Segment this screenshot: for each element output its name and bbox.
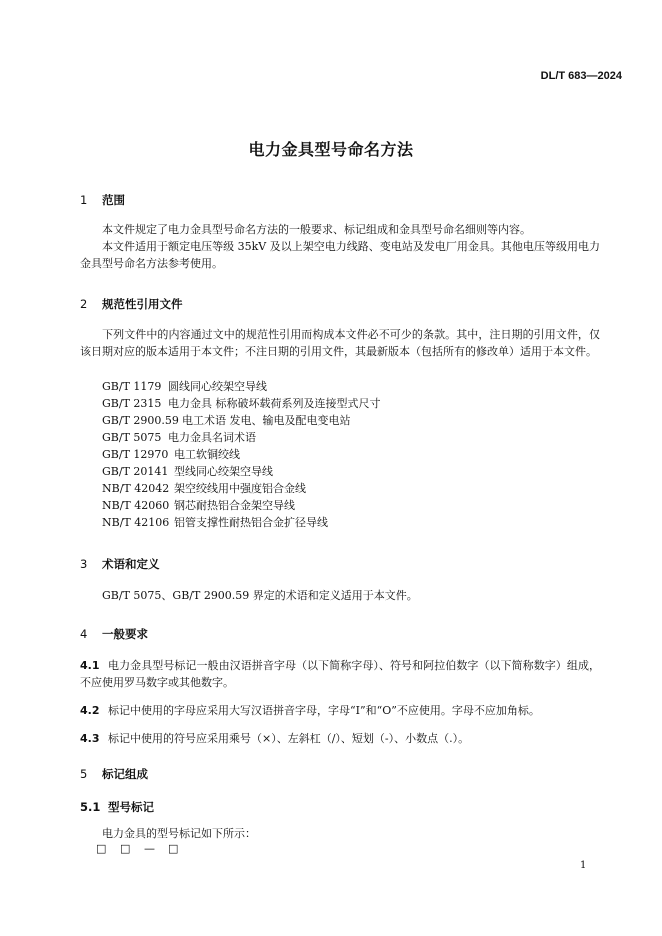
reference-code: GB/T 1179 — [102, 380, 162, 393]
marking-diagram — [96, 842, 178, 855]
reference-name: 架空绞线用中强度铝合金线 — [174, 482, 306, 495]
section-3-paragraph — [80, 588, 600, 605]
reference-item — [102, 463, 273, 479]
reference-item — [102, 395, 381, 411]
section-number: 2 — [80, 297, 88, 311]
reference-name: 电力金具 标称破坏载荷系列及连接型式尺寸 — [168, 397, 381, 410]
section-title: 范围 — [102, 193, 125, 207]
reference-code: GB/T 2900.59 — [102, 414, 179, 427]
paragraph-text: 本文件规定了电力金具型号命名方法的一般要求、标记组成和金具型号命名细则等内容。 — [102, 223, 531, 236]
clause-4-3 — [80, 731, 600, 748]
reference-item — [102, 497, 295, 513]
section-3-heading — [80, 556, 160, 572]
reference-name: 钢芯耐热铝合金架空导线 — [174, 499, 295, 512]
subsection-5-1-heading — [80, 799, 154, 815]
section-1-paragraph-2 — [80, 239, 600, 272]
reference-code: GB/T 12970 — [102, 448, 169, 461]
reference-code: NB/T 42060 — [102, 499, 170, 512]
reference-code: NB/T 42106 — [102, 516, 170, 529]
reference-item — [102, 378, 267, 394]
marking-placeholder: □ — [168, 842, 179, 855]
standard-code: DL/T 683—2024 — [540, 70, 622, 82]
section-title: 术语和定义 — [102, 557, 160, 571]
reference-item — [102, 514, 328, 530]
paragraph-text: 本文件适用于额定电压等级 35kV 及以上架空电力线路、变电站及发电厂用金具。其他电压等级用电力金具型号命名方法参考使用。 — [80, 240, 600, 270]
reference-name: 圆线同心绞架空导线 — [168, 380, 267, 393]
reference-code: GB/T 2315 — [102, 397, 162, 410]
reference-item — [102, 446, 240, 462]
page-number: 1 — [580, 860, 587, 871]
reference-item — [102, 412, 351, 428]
paragraph-text: GB/T 5075、GB/T 2900.59 界定的术语和定义适用于本文件。 — [102, 589, 418, 602]
paragraph-text: 下列文件中的内容通过文中的规范性引用而构成本文件必不可少的条款。其中，注日期的引用文件，仅该日期对应的版本适用于本文件；不注日期的引用文件，其最新版本（包括所有的修改单）适用于本文件。 — [80, 328, 600, 358]
reference-item — [102, 480, 306, 496]
section-number: 5 — [80, 767, 88, 781]
clause-number: 4.2 — [80, 704, 100, 717]
section-title: 标记组成 — [102, 767, 148, 781]
reference-name: 铝管支撑性耐热铝合金扩径导线 — [174, 516, 328, 529]
clause-4-1 — [80, 658, 600, 691]
reference-name: 电工软铜绞线 — [174, 448, 240, 461]
subsection-number: 5.1 — [80, 800, 101, 814]
section-2-heading — [80, 296, 183, 312]
section-4-heading — [80, 626, 148, 642]
section-number: 4 — [80, 627, 88, 641]
section-5-heading — [80, 766, 148, 782]
section-number: 3 — [80, 557, 88, 571]
reference-name: 电工术语 发电、输电及配电变电站 — [182, 414, 351, 427]
clause-text: 标记中使用的符号应采用乘号（×）、左斜杠（/）、短划（-）、小数点（.）。 — [108, 732, 470, 745]
section-1-paragraph-1 — [80, 222, 600, 239]
marking-dash: — — [144, 842, 155, 855]
reference-item — [102, 429, 256, 445]
section-title: 规范性引用文件 — [102, 297, 183, 311]
reference-code: GB/T 20141 — [102, 465, 169, 478]
section-2-intro — [80, 327, 600, 360]
section-1-heading — [80, 192, 125, 208]
clause-text: 电力金具型号标记一般由汉语拼音字母（以下简称字母）、符号和阿拉伯数字（以下简称数字）组成，不应使用罗马数字或其他数字。 — [80, 659, 600, 689]
section-5-paragraph: 电力金具的型号标记如下所示： — [102, 827, 256, 840]
reference-name: 电力金具名词术语 — [168, 431, 256, 444]
document-title: 电力金具型号命名方法 — [248, 140, 414, 159]
section-number: 1 — [80, 193, 88, 207]
clause-number: 4.3 — [80, 732, 100, 745]
clause-text: 标记中使用的字母应采用大写汉语拼音字母，字母“I”和“O”不应使用。字母不应加角标。 — [108, 704, 540, 717]
reference-code: GB/T 5075 — [102, 431, 162, 444]
clause-4-2 — [80, 703, 600, 720]
clause-number: 4.1 — [80, 659, 100, 672]
marking-placeholder: □ — [120, 842, 131, 855]
subsection-title: 型号标记 — [108, 800, 154, 814]
reference-name: 型线同心绞架空导线 — [174, 465, 273, 478]
reference-code: NB/T 42042 — [102, 482, 170, 495]
marking-placeholder: □ — [96, 842, 107, 855]
section-title: 一般要求 — [102, 627, 148, 641]
